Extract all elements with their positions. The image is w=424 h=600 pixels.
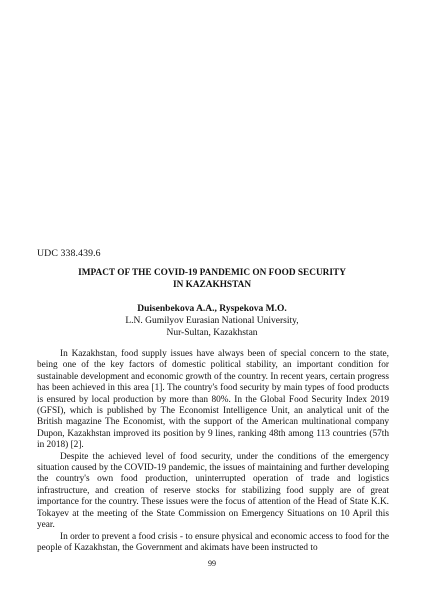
- paragraph: Despite the achieved level of food security, under the conditions of the emergency situation caused by the COVID-19 pandemic, the issues of maintaining and further developing the country's own food production, uninterrupted operation of trade and logistics infrastructure, and creation of reserve stocks for stabilizing food supply are of great importance for the country. These issues were the focus of attention of the Head of State K.K. Tokayev at the meeting of the State Commission on Emergency Situations on 10 April this year.: [37, 451, 389, 531]
- body-text: [37, 349, 389, 554]
- paragraph: In Kazakhstan, food supply issues have always been of special concern to the state, being one of the key factors of domestic political stability, an important condition for sustainable development and economic growth of the country. In recent years, certain progress has been achieved in this area [1]. The country's food security by main types of food products is ensured by local production by more than 80%. In the Global Food Security Index 2019 (GFSI), which is published by The Economist Intelligence Unit, an analytical unit of the British magazine The Economist, with the support of the American multinational company Dupon, Kazakhstan improved its position by 9 lines, ranking 48th among 113 countries (57th in 2018) [2].: [37, 349, 389, 451]
- paragraph: In order to prevent a food crisis - to ensure physical and economic access to food for the people of Kazakhstan, the Government and akimats have been instructed to: [37, 531, 389, 553]
- author-names: Duisenbekova A.A., Ryspekova M.O.: [137, 304, 287, 314]
- page-number: 99: [208, 559, 216, 568]
- paper-title-line-1: IMPACT OF THE COVID-19 PANDEMIC ON FOOD SECURITY: [78, 268, 346, 278]
- author-affiliation: L.N. Gumilyov Eurasian National University,: [125, 316, 299, 326]
- author-city: Nur-Sultan, Kazakhstan: [166, 328, 258, 338]
- author-block: [30, 303, 394, 339]
- udc-code: UDC 338.439.6: [37, 248, 101, 259]
- paper-title-line-2: IN KAZAKHSTAN: [172, 280, 252, 290]
- paper-title: [30, 267, 394, 291]
